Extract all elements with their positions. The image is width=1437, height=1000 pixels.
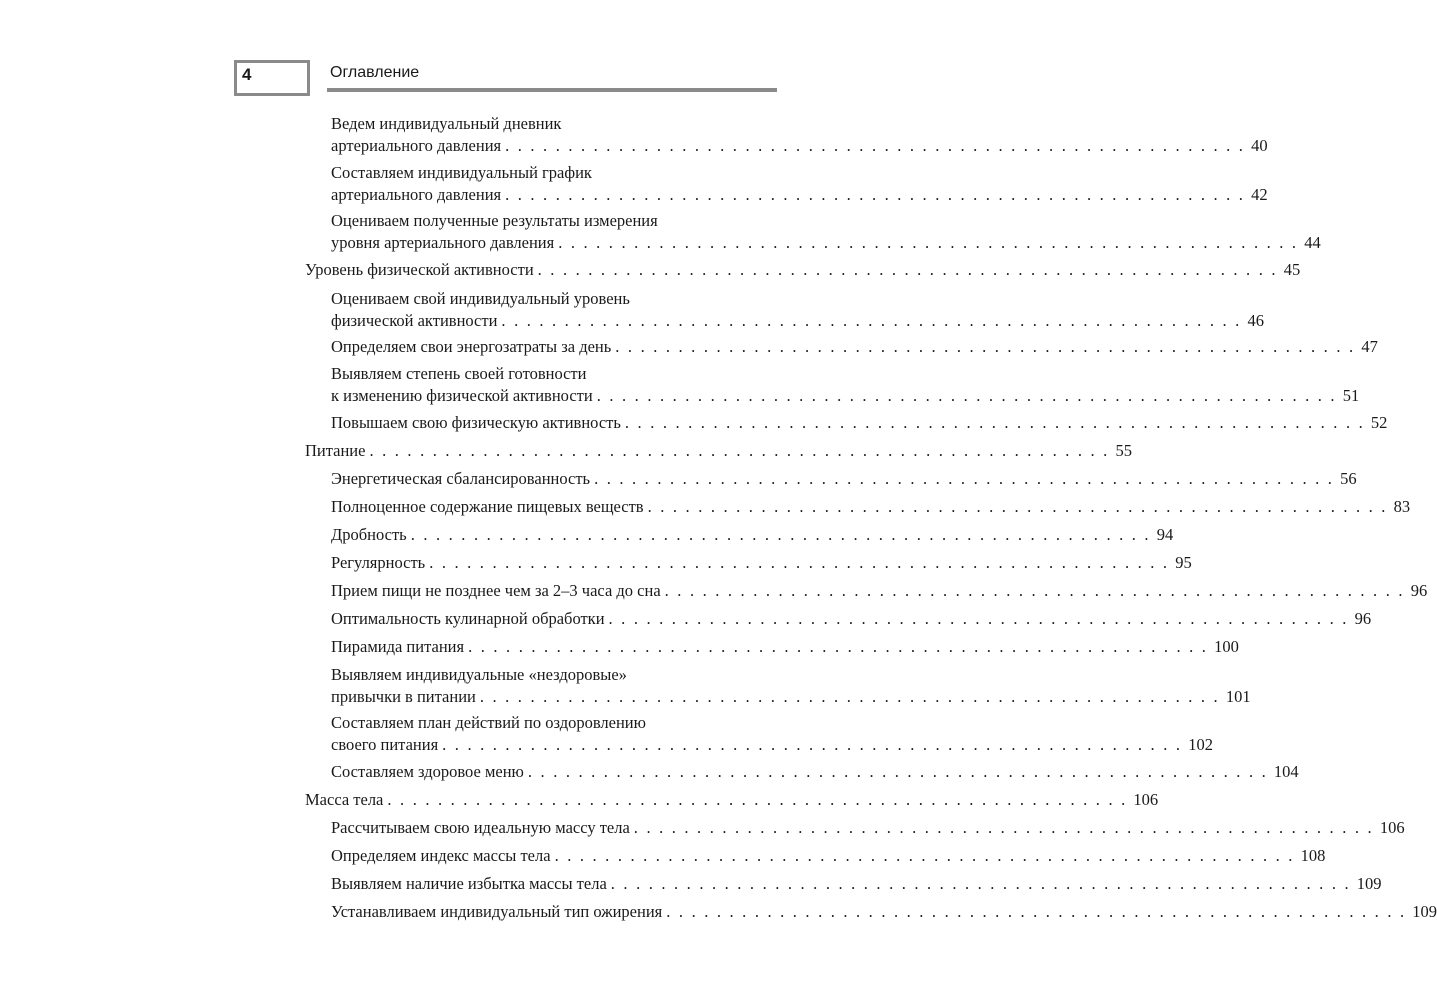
toc-page-number: 96 [1354, 609, 1372, 628]
toc-subsection [331, 712, 1213, 756]
toc-entry-title-line: Составляем план действий по оздоровлению [331, 713, 646, 732]
toc-page-number: 101 [1225, 687, 1251, 706]
toc-subsection [331, 873, 1382, 895]
toc-entry-row [331, 761, 1299, 783]
toc-entry-row [331, 336, 1378, 358]
toc-page-number: 40 [1251, 136, 1268, 155]
toc-page-number: 42 [1251, 185, 1268, 204]
toc-section [305, 789, 1159, 811]
toc-subsection [331, 113, 1268, 157]
toc-subsection [331, 210, 1321, 254]
toc-entry-title: артериального давления [331, 185, 502, 204]
dot-leader: . . . . . . . . . . . . . . . . . . . . . . . . . . . . . . . . . . . . . . . . . . . . . . . . . . . . . . . . . . . [594, 469, 1335, 488]
toc-subsection [331, 845, 1326, 867]
toc-page-number: 94 [1156, 525, 1174, 544]
toc-subsection [331, 761, 1299, 783]
toc-subsection [331, 288, 1264, 332]
dot-leader: . . . . . . . . . . . . . . . . . . . . . . . . . . . . . . . . . . . . . . . . . . . . . . . . . . . . . . . . . . . [410, 525, 1151, 544]
toc-page-number: 109 [1356, 874, 1382, 893]
toc-section [305, 259, 1301, 281]
toc-subsection [331, 496, 1411, 518]
toc-subsection [331, 580, 1428, 602]
toc-entry-title: Масса тела [305, 790, 384, 809]
toc-page-number: 52 [1370, 413, 1388, 432]
running-header-title: Оглавление [330, 64, 420, 81]
dot-leader: . . . . . . . . . . . . . . . . . . . . . . . . . . . . . . . . . . . . . . . . . . . . . . . . . . . . . . . . . . . [610, 874, 1351, 893]
toc-subsection [331, 664, 1251, 708]
dot-leader: . . . . . . . . . . . . . . . . . . . . . . . . . . . . . . . . . . . . . . . . . . . . . . . . . . . . . . . . . . . [527, 762, 1268, 781]
toc-page-number: 44 [1304, 233, 1321, 252]
toc-entry-title: Энергетическая сбалансированность [331, 469, 591, 488]
toc-page-number: 102 [1188, 735, 1213, 754]
page-number: 4 [242, 65, 252, 84]
toc-page-number: 104 [1273, 762, 1299, 781]
toc-entry-title: Рассчитываем свою идеальную массу тела [331, 818, 630, 837]
toc-subsection [331, 162, 1268, 206]
toc-entry-title: Питание [305, 441, 366, 460]
dot-leader: . . . . . . . . . . . . . . . . . . . . . . . . . . . . . . . . . . . . . . . . . . . . . . . . . . . . . . . . . . . [633, 818, 1374, 837]
toc-entry-row [331, 496, 1411, 518]
toc-entry-title: Уровень физической активности [305, 260, 534, 279]
dot-leader: . . . . . . . . . . . . . . . . . . . . . . . . . . . . . . . . . . . . . . . . . . . . . . . . . . . . . . . . . . . [479, 687, 1220, 706]
toc-subsection [331, 336, 1378, 358]
toc-page-number: 100 [1214, 637, 1239, 656]
toc-entry-title: Устанавливаем индивидуальный тип ожирения [331, 902, 663, 921]
toc-entry-row [331, 636, 1239, 658]
dot-leader: . . . . . . . . . . . . . . . . . . . . . . . . . . . . . . . . . . . . . . . . . . . . . . . . . . . . . . . . . . . [558, 233, 1299, 252]
toc-entry-title-line: Составляем индивидуальный график [331, 163, 592, 182]
dot-leader: . . . . . . . . . . . . . . . . . . . . . . . . . . . . . . . . . . . . . . . . . . . . . . . . . . . . . . . . . . . [442, 735, 1183, 754]
toc-page-number: 95 [1175, 553, 1192, 572]
toc-entry-title-line: Оцениваем свой индивидуальный уровень [331, 289, 630, 308]
toc-entry-row [331, 412, 1388, 434]
toc-subsection [331, 636, 1239, 658]
toc-entry-row [305, 789, 1159, 811]
toc-entry-title: физической активности [331, 311, 498, 330]
toc-entry-title-line: Ведем индивидуальный дневник [331, 114, 562, 133]
toc-page-number: 108 [1300, 846, 1326, 865]
toc-entry-row [305, 440, 1132, 462]
dot-leader: . . . . . . . . . . . . . . . . . . . . . . . . . . . . . . . . . . . . . . . . . . . . . . . . . . . . . . . . . . . [537, 260, 1278, 279]
dot-leader: . . . . . . . . . . . . . . . . . . . . . . . . . . . . . . . . . . . . . . . . . . . . . . . . . . . . . . . . . . . [501, 311, 1242, 330]
toc-entry-row [331, 552, 1192, 574]
toc-entry-title: к изменению физической активности [331, 386, 593, 405]
toc-entry-title: Дробность [331, 525, 407, 544]
dot-leader: . . . . . . . . . . . . . . . . . . . . . . . . . . . . . . . . . . . . . . . . . . . . . . . . . . . . . . . . . . . [429, 553, 1170, 572]
toc-entry-title-line: Выявляем индивидуальные «нездоровые» [331, 665, 627, 684]
toc-entry-row [331, 608, 1372, 630]
toc-entry-title: Определяем индекс массы тела [331, 846, 551, 865]
toc-entry-title: Выявляем наличие избытка массы тела [331, 874, 607, 893]
toc-entry-title: уровня артериального давления [331, 233, 555, 252]
toc-entry-row [331, 901, 1437, 923]
toc-page-number: 106 [1133, 790, 1159, 809]
toc-entry-row [331, 468, 1357, 490]
toc-entry-title-line: Выявляем степень своей готовности [331, 364, 587, 383]
toc-page-number: 109 [1412, 902, 1437, 921]
toc-entry-title: Регулярность [331, 553, 426, 572]
toc-subsection [331, 817, 1405, 839]
toc-page-number: 51 [1342, 386, 1360, 405]
toc-page-number: 46 [1247, 311, 1264, 330]
toc-entry-title: артериального давления [331, 136, 502, 155]
toc-subsection [331, 363, 1360, 407]
toc-entry-row [331, 734, 1213, 756]
toc-entry-title: Повышаем свою физическую активность [331, 413, 621, 432]
toc-subsection [331, 901, 1437, 923]
toc-page-number: 56 [1340, 469, 1357, 488]
dot-leader: . . . . . . . . . . . . . . . . . . . . . . . . . . . . . . . . . . . . . . . . . . . . . . . . . . . . . . . . . . . [647, 497, 1388, 516]
toc-entry-row [331, 873, 1382, 895]
dot-leader: . . . . . . . . . . . . . . . . . . . . . . . . . . . . . . . . . . . . . . . . . . . . . . . . . . . . . . . . . . . [554, 846, 1295, 865]
dot-leader: . . . . . . . . . . . . . . . . . . . . . . . . . . . . . . . . . . . . . . . . . . . . . . . . . . . . . . . . . . . [468, 637, 1209, 656]
toc-entry-title: привычки в питании [331, 687, 476, 706]
toc-subsection [331, 608, 1372, 630]
dot-leader: . . . . . . . . . . . . . . . . . . . . . . . . . . . . . . . . . . . . . . . . . . . . . . . . . . . . . . . . . . . [505, 185, 1246, 204]
dot-leader: . . . . . . . . . . . . . . . . . . . . . . . . . . . . . . . . . . . . . . . . . . . . . . . . . . . . . . . . . . . [666, 902, 1407, 921]
dot-leader: . . . . . . . . . . . . . . . . . . . . . . . . . . . . . . . . . . . . . . . . . . . . . . . . . . . . . . . . . . . [664, 581, 1405, 600]
toc-page-number: 96 [1410, 581, 1428, 600]
toc-subsection [331, 552, 1192, 574]
toc-page-number: 106 [1379, 818, 1405, 837]
dot-leader: . . . . . . . . . . . . . . . . . . . . . . . . . . . . . . . . . . . . . . . . . . . . . . . . . . . . . . . . . . . [369, 441, 1110, 460]
toc-page-number: 45 [1283, 260, 1301, 279]
dot-leader: . . . . . . . . . . . . . . . . . . . . . . . . . . . . . . . . . . . . . . . . . . . . . . . . . . . . . . . . . . . [608, 609, 1349, 628]
toc-section [305, 440, 1132, 462]
toc-entry-title: Оптимальность кулинарной обработки [331, 609, 605, 628]
toc-entry-row [331, 686, 1251, 708]
dot-leader: . . . . . . . . . . . . . . . . . . . . . . . . . . . . . . . . . . . . . . . . . . . . . . . . . . . . . . . . . . . [387, 790, 1128, 809]
toc-entry-row [331, 232, 1321, 254]
toc-entry-row [331, 135, 1268, 157]
toc-page-number: 47 [1361, 337, 1378, 356]
toc-page-number: 55 [1115, 441, 1132, 460]
dot-leader: . . . . . . . . . . . . . . . . . . . . . . . . . . . . . . . . . . . . . . . . . . . . . . . . . . . . . . . . . . . [596, 386, 1337, 405]
dot-leader: . . . . . . . . . . . . . . . . . . . . . . . . . . . . . . . . . . . . . . . . . . . . . . . . . . . . . . . . . . . [624, 413, 1365, 432]
toc-entry-title: Определяем свои энергозатраты за день [331, 337, 612, 356]
toc-entry-title-line: Оцениваем полученные результаты измерения [331, 211, 658, 230]
toc-entry-title: своего питания [331, 735, 439, 754]
toc-entry-title: Составляем здоровое меню [331, 762, 524, 781]
toc-entry-row [331, 184, 1268, 206]
toc-entry-row [331, 817, 1405, 839]
toc-entry-row [331, 310, 1264, 332]
toc-subsection [331, 412, 1388, 434]
toc-entry-row [305, 259, 1301, 281]
toc-entry-title: Прием пищи не позднее чем за 2–3 часа до сна [331, 581, 661, 600]
toc-entry-title: Пирамида питания [331, 637, 465, 656]
toc-entry-title: Полноценное содержание пищевых веществ [331, 497, 644, 516]
toc-subsection [331, 524, 1174, 546]
dot-leader: . . . . . . . . . . . . . . . . . . . . . . . . . . . . . . . . . . . . . . . . . . . . . . . . . . . . . . . . . . . [615, 337, 1356, 356]
toc-entry-row [331, 580, 1428, 602]
toc-entry-row [331, 524, 1174, 546]
toc-subsection [331, 468, 1357, 490]
toc-entry-row [331, 845, 1326, 867]
dot-leader: . . . . . . . . . . . . . . . . . . . . . . . . . . . . . . . . . . . . . . . . . . . . . . . . . . . . . . . . . . . [505, 136, 1246, 155]
toc-entry-row [331, 385, 1360, 407]
toc-page-number: 83 [1393, 497, 1411, 516]
